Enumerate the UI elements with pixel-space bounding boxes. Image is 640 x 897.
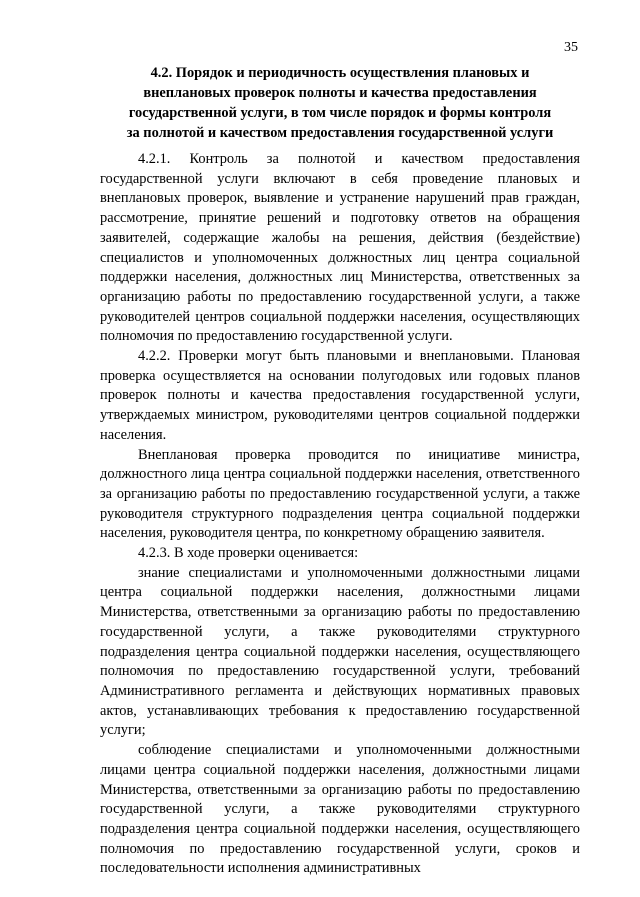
paragraph-4-2-1: 4.2.1. Контроль за полнотой и качеством предоставления государственной услуги включают в себя проведение плановых и внеплановых проверок, выявление и устранение нарушений прав граждан, рассмотрение, принятие решений и подготовку ответов на обращения заявителей, содержащие жалобы на решения, действия (бездействие) специалистов и уполномоченных должностных лиц центра социальной поддержки населения, должностных лиц Министерства, ответственных за организацию работы по предоставлению государственной услуги, а также руководителей центров социальной поддержки населения, осуществляющих полномочия по предоставлению государственной услуги. [100,151,580,345]
section-heading [100,63,580,143]
page-number: 35 [564,40,578,55]
body-text [100,150,580,879]
paragraph-4-2-2: 4.2.2. Проверки могут быть плановыми и внеплановыми. Плановая проверка осуществляется на основании полугодовых или годовых планов проверок полноты и качества предоставления государственной услуги, утверждаемых министром, руководителями центров социальной поддержки населения. [100,348,580,443]
heading-line: внеплановых проверок полноты и качества предоставления [143,85,537,101]
heading-line: за полнотой и качеством предоставления государственной услуги [126,125,554,141]
paragraph-unscheduled-inspection: Внеплановая проверка проводится по инициативе министра, должностного лица центра социальной поддержки населения, ответственного за организацию работы по предоставлению государственной услуги, а также руководителя структурного подразделения центра социальной поддержки населения, руководителя центра, по конкретному обращению заявителя. [100,446,580,542]
heading-line: государственной услуги, в том числе порядок и формы контроля [128,105,552,121]
paragraph-compliance-assessment: соблюдение специалистами и уполномоченными должностными лицами центра социальной поддержки населения, должностными лицами Министерства, ответственными за организацию работы по предоставлению государственной услуги, а также руководителями структурного подразделения центра социальной поддержки населения, осуществляющего полномочия по предоставлению государственной услуги, сроков и последовательности исполнения административных [100,742,580,877]
paragraph-knowledge-assessment: знание специалистами и уполномоченными должностными лицами центра социальной поддержки населения, должностными лицами Министерства, ответственными за организацию работы по предоставлению государственной услуги, а также руководителями структурного подразделения центра социальной поддержки населения, осуществляющего полномочия по предоставлению государственной услуги, требований Административного регламента и действующих нормативных правовых актов, устанавливающих требования к предоставлению государственной услуги; [100,564,580,739]
heading-line: 4.2. Порядок и периодичность осуществления плановых и [150,65,530,81]
paragraph-4-2-3: 4.2.3. В ходе проверки оценивается: [138,545,359,562]
